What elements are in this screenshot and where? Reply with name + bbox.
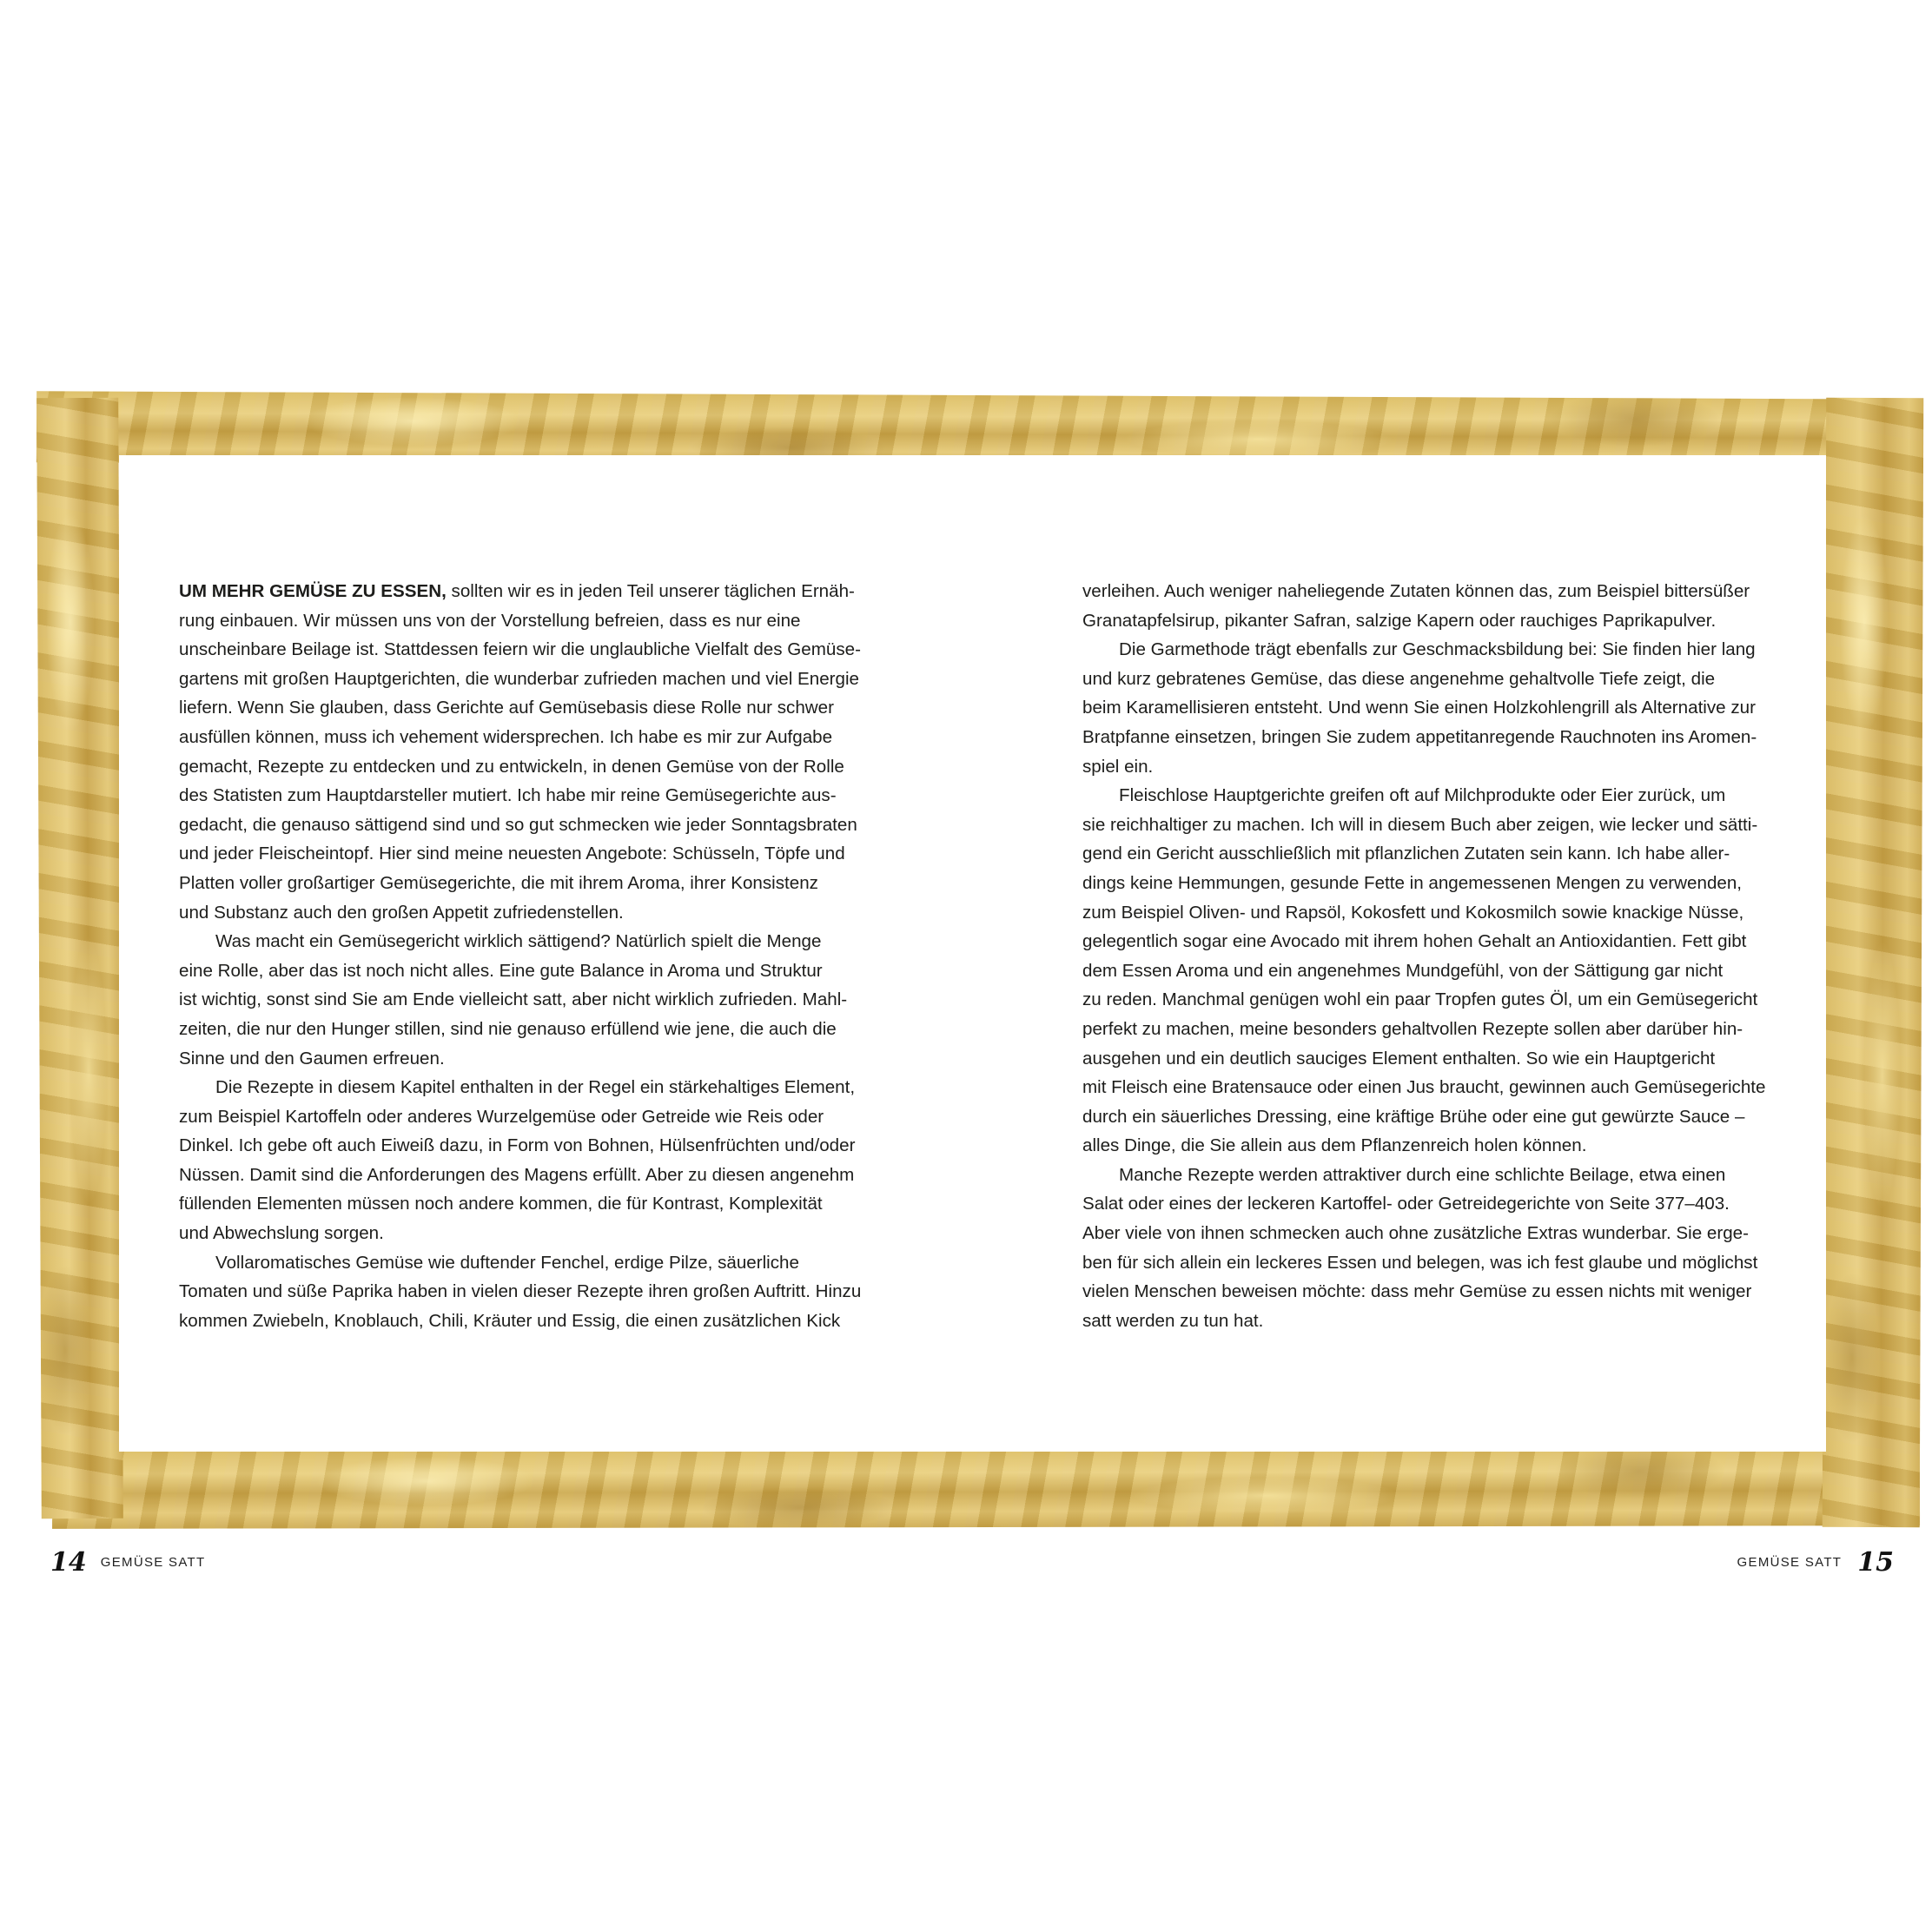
text-line: zu reden. Manchmal genügen wohl ein paar Tropfen gutes Öl, um ein Gemüsegericht — [1082, 989, 1758, 1010]
text-line: Bratpfanne einsetzen, bringen Sie zudem appetitanregende Rauchnoten ins Aromen- — [1082, 726, 1757, 747]
page-number-left: 14 — [50, 1546, 87, 1578]
text-line: füllenden Elementen müssen noch andere kommen, die für Kontrast, Komplexität — [179, 1194, 823, 1214]
text-line: gelegentlich sogar eine Avocado mit ihrem hohen Gehalt an Antioxidantien. Fett gibt — [1082, 931, 1747, 952]
text-line: satt werden zu tun hat. — [1082, 1310, 1264, 1331]
text-line: Aber viele von ihnen schmecken auch ohne zusätzliche Extras wunderbar. Sie erge- — [1082, 1223, 1749, 1244]
text-line: gartens mit großen Hauptgerichten, die wunderbar zufrieden machen und viel Energie — [179, 668, 860, 689]
text-line: Die Rezepte in diesem Kapitel enthalten in der Regel ein stärkehaltiges Element, — [215, 1077, 856, 1098]
gold-tape-left — [36, 398, 123, 1518]
text-line: unscheinbare Beilage ist. Stattdessen feiern wir die unglaubliche Vielfalt des Gemüse- — [179, 639, 861, 660]
text-line: durch ein säuerliches Dressing, eine kräftige Brühe oder eine gut gewürzte Sauce – — [1082, 1106, 1745, 1127]
text-line: und kurz gebratenes Gemüse, das diese angenehme gehaltvolle Tiefe zeigt, die — [1082, 668, 1716, 689]
gold-tape-bottom — [52, 1447, 1920, 1529]
first-line — [179, 577, 865, 606]
gold-tape-right — [1823, 398, 1924, 1527]
text-line: und jeder Fleischeintopf. Hier sind meine neuesten Angebote: Schüsseln, Töpfe und — [179, 844, 845, 864]
text-line: mit Fleisch eine Bratensauce oder einen Jus braucht, gewinnen auch Gemüsegerichte — [1082, 1077, 1766, 1098]
lead-in: UM MEHR GEMÜSE ZU ESSEN, — [179, 581, 447, 601]
text-line: ausfüllen können, muss ich vehement widersprechen. Ich habe es mir zur Aufgabe — [179, 726, 833, 747]
text-line: und Abwechslung sorgen. — [179, 1223, 384, 1244]
left-folio — [50, 1546, 206, 1578]
left-page-text — [179, 577, 865, 1335]
page-number-right: 15 — [1857, 1546, 1894, 1578]
text-line: Salat oder eines der leckeren Kartoffel- oder Getreidegerichte von Seite 377–403. — [1082, 1194, 1730, 1214]
text-line: Sinne und den Gaumen erfreuen. — [179, 1048, 445, 1069]
text-line: dings keine Hemmungen, gesunde Fette in angemessenen Mengen zu verwenden, — [1082, 872, 1743, 893]
text-line: rung einbauen. Wir müssen uns von der Vorstellung befreien, dass es nur eine — [179, 610, 801, 631]
text-line: dem Essen Aroma und ein angenehmes Mundgefühl, von der Sättigung gar nicht — [1082, 960, 1724, 981]
text-line: kommen Zwiebeln, Knoblauch, Chili, Kräuter und Essig, die einen zusätzlichen Kick — [179, 1310, 841, 1331]
running-head-left: GEMÜSE SATT — [100, 1554, 206, 1570]
text-line: perfekt zu machen, meine besonders gehaltvollen Rezepte sollen aber darüber hin- — [1082, 1018, 1743, 1039]
text-line: Die Garmethode trägt ebenfalls zur Geschmacksbildung bei: Sie finden hier lang — [1119, 639, 1756, 660]
text-line: zum Beispiel Oliven- und Rapsöl, Kokosfett und Kokosmilch sowie knackige Nüsse, — [1082, 902, 1744, 923]
running-head-right: GEMÜSE SATT — [1737, 1554, 1843, 1570]
text-line: verleihen. Auch weniger naheliegende Zutaten können das, zum Beispiel bittersüßer — [1082, 581, 1750, 601]
text-line: eine Rolle, aber das ist noch nicht alles. Eine gute Balance in Aroma und Struktur — [179, 960, 823, 981]
right-folio — [1737, 1546, 1894, 1578]
text-line: gemacht, Rezepte zu entdecken und zu entwickeln, in denen Gemüse von der Rolle — [179, 756, 844, 777]
text-line: Fleischlose Hauptgerichte greifen oft auf Milchprodukte oder Eier zurück, um — [1119, 785, 1726, 806]
text-line: vielen Menschen beweisen möchte: dass mehr Gemüse zu essen nichts mit weniger — [1082, 1281, 1752, 1302]
text-line: Was macht ein Gemüsegericht wirklich sättigend? Natürlich spielt die Menge — [215, 931, 822, 952]
text-line: Tomaten und süße Paprika haben in vielen dieser Rezepte ihren großen Auftritt. Hinzu — [179, 1281, 862, 1302]
first-line-text: sollten wir es in jeden Teil unserer täglichen Ernäh- — [446, 581, 855, 601]
text-line: Platten voller großartiger Gemüsegerichte, die mit ihrem Aroma, ihrer Konsistenz — [179, 872, 818, 893]
right-page-text — [1082, 577, 1769, 1335]
text-line: zeiten, die nur den Hunger stillen, sind nie genauso erfüllend wie jene, die auch die — [179, 1018, 837, 1039]
text-line: ben für sich allein ein leckeres Essen und belegen, was ich fest glaube und möglichst — [1082, 1252, 1758, 1273]
text-line: sie reichhaltiger zu machen. Ich will in diesem Buch aber zeigen, wie lecker und sätti- — [1082, 814, 1758, 835]
text-line: alles Dinge, die Sie allein aus dem Pflanzenreich holen können. — [1082, 1135, 1587, 1156]
text-line: Manche Rezepte werden attraktiver durch eine schlichte Beilage, etwa einen — [1119, 1164, 1726, 1185]
text-line: gedacht, die genauso sättigend sind und so gut schmecken wie jeder Sonntagsbraten — [179, 814, 857, 835]
text-line: ist wichtig, sonst sind Sie am Ende vielleicht satt, aber nicht wirklich zufrieden. Mahl- — [179, 989, 848, 1010]
text-line: ausgehen und ein deutlich sauciges Element enthalten. So wie ein Hauptgericht — [1082, 1048, 1716, 1069]
text-line: Nüssen. Damit sind die Anforderungen des Magens erfüllt. Aber zu diesen angenehm — [179, 1164, 855, 1185]
text-line: liefern. Wenn Sie glauben, dass Gerichte auf Gemüsebasis diese Rolle nur schwer — [179, 698, 834, 718]
text-line: zum Beispiel Kartoffeln oder anderes Wurzelgemüse oder Getreide wie Reis oder — [179, 1106, 824, 1127]
text-line: gend ein Gericht ausschließlich mit pflanzlichen Zutaten sein kann. Ich habe aller- — [1082, 844, 1730, 864]
text-line: spiel ein. — [1082, 756, 1154, 777]
text-line: und Substanz auch den großen Appetit zufriedenstellen. — [179, 902, 624, 923]
text-line: Granatapfelsirup, pikanter Safran, salzige Kapern oder rauchiges Paprikapulver. — [1082, 610, 1717, 631]
text-line: Dinkel. Ich gebe oft auch Eiweiß dazu, in Form von Bohnen, Hülsenfrüchten und/oder — [179, 1135, 856, 1156]
text-line: Vollaromatisches Gemüse wie duftender Fenchel, erdige Pilze, säuerliche — [215, 1252, 799, 1273]
text-line: beim Karamellisieren entsteht. Und wenn Sie einen Holzkohlengrill als Alternative zur — [1082, 698, 1756, 718]
text-line: des Statisten zum Hauptdarsteller mutiert. Ich habe mir reine Gemüsegerichte aus- — [179, 785, 837, 806]
